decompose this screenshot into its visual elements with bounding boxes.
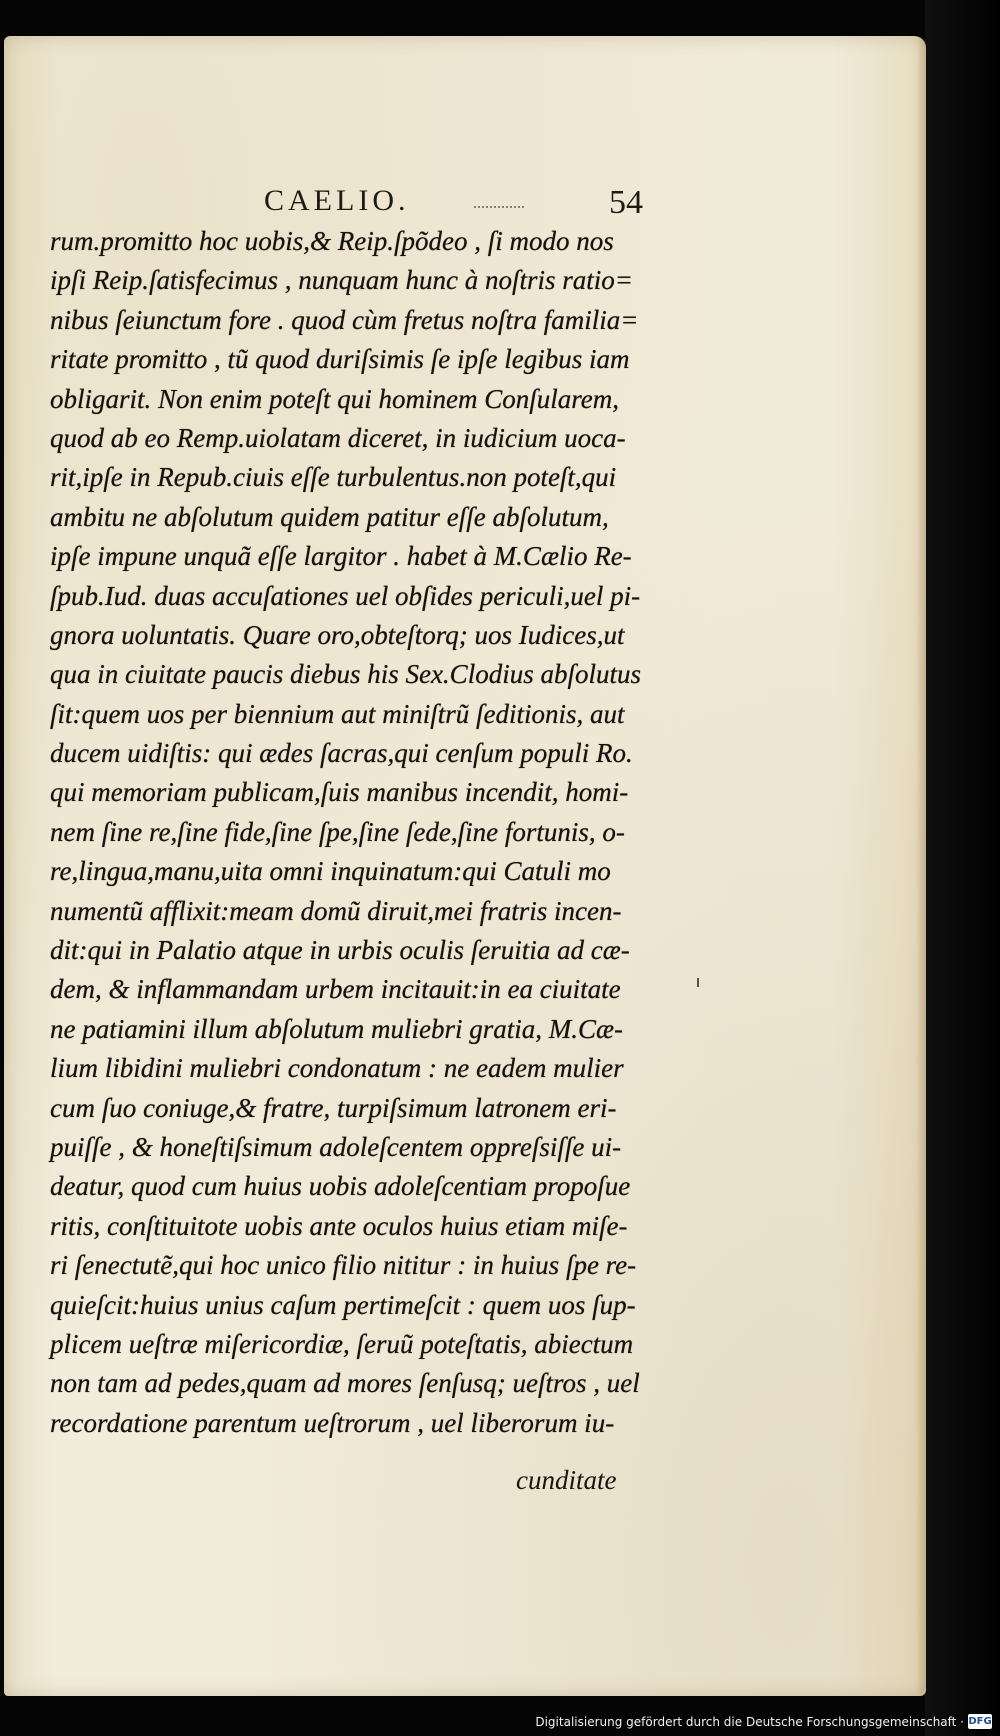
- dfg-logo: DFG: [968, 1716, 992, 1727]
- text-line: non tam ad pedes,quam ad mores ſenſusq; ueſtros , uel: [50, 1368, 640, 1399]
- page-edge: [916, 36, 926, 1696]
- text-line: ne patiamini illum abſolutum muliebri gratia, M.Cæ-: [50, 1013, 623, 1044]
- text-line: deatur, quod cum huius uobis adoleſcentiam propoſue: [50, 1171, 631, 1202]
- text-line: rit,ipſe in Repub.ciuis eſſe turbulentus.non poteſt,qui: [50, 462, 617, 493]
- text-line: qui memoriam publicam,ſuis manibus incendit, homi-: [50, 777, 629, 808]
- text-line: ritis, conſtituitote uobis ante oculos huius etiam miſe-: [50, 1210, 628, 1241]
- text-line: ipſi Reip.ſatisfecimus , nunquam hunc à noſtris ratio=: [50, 265, 633, 296]
- text-line: ri ſenectutẽ,qui hoc unico filio nititur : in huius ſpe re-: [50, 1250, 637, 1281]
- text-line: ritate promitto , tũ quod duriſsimis ſe ipſe legibus iam: [50, 344, 630, 375]
- text-line: cum ſuo coniuge,& fratre, turpiſsimum latronem eri-: [50, 1092, 617, 1123]
- text-line: numentũ afflixit:meam domũ diruit,mei fratris incen-: [50, 895, 622, 926]
- text-line: rum.promitto hoc uobis,& Reip.ſpõdeo , ſi modo nos: [50, 226, 614, 256]
- book-page: [4, 36, 926, 1696]
- header-ornament: [474, 206, 524, 208]
- text-line: lium libidini muliebri condonatum : ne eadem mulier: [50, 1053, 624, 1084]
- text-line: ambitu ne abſolutum quidem patitur eſſe abſolutum,: [50, 501, 609, 532]
- scan-background-shadow: [925, 0, 1000, 1736]
- page-number: 54: [609, 184, 643, 221]
- text-line: puiſſe , & honeſtiſsimum adoleſcentem oppreſsiſſe ui-: [50, 1131, 622, 1162]
- text-line: recordatione parentum ueſtrorum , uel liberorum iu-: [50, 1407, 615, 1438]
- text-line: obligarit. Non enim poteſt qui hominem Conſularem,: [50, 383, 619, 414]
- text-line: ipſe impune unquã eſſe largitor . habet à M.Cælio Re-: [50, 541, 632, 572]
- body-text: [50, 222, 690, 1443]
- stray-ink-mark: [697, 978, 699, 987]
- text-line: dit:qui in Palatio atque in urbis oculis ſeruitia ad cæ-: [50, 935, 630, 966]
- text-line: plicem ueſtræ miſericordiæ, ſeruũ poteſtatis, abiectum: [50, 1328, 634, 1359]
- text-line: ſpub.Iud. duas accuſationes uel obſides periculi,uel pi-: [50, 580, 641, 611]
- text-line: ſit:quem uos per biennium aut miniſtrũ ſeditionis, aut: [50, 698, 625, 729]
- text-line: gnora uoluntatis. Quare oro,obteſtorq; uos Iudices,ut: [50, 619, 625, 650]
- text-line: qua in ciuitate paucis diebus his Sex.Clodius abſolutus: [50, 659, 641, 690]
- text-line: quod ab eo Remp.uiolatam diceret, in iudicium uoca-: [50, 422, 626, 453]
- running-head: CAELIO.: [264, 184, 410, 217]
- text-line: quieſcit:huius unius caſum pertimeſcit : quem uos ſup-: [50, 1289, 636, 1320]
- text-line: nem ſine re,ſine fide,ſine ſpe,ſine ſede,ſine fortunis, o-: [50, 816, 625, 847]
- text-line: ducem uidiſtis: qui ædes ſacras,qui cenſum populi Ro.: [50, 738, 633, 769]
- text-line: dem, & inflammandam urbem incitauit:in ea ciuitate: [50, 974, 621, 1005]
- digitization-credit: Digitalisierung gefördert durch die Deutsche Forschungsgemeinschaft ·: [535, 1715, 964, 1729]
- text-line: nibus ſeiunctum fore . quod cùm fretus noſtra familia=: [50, 304, 639, 335]
- text-line: re,lingua,manu,uita omni inquinatum:qui Catuli mo: [50, 856, 611, 887]
- catchword: cunditate: [516, 1465, 617, 1495]
